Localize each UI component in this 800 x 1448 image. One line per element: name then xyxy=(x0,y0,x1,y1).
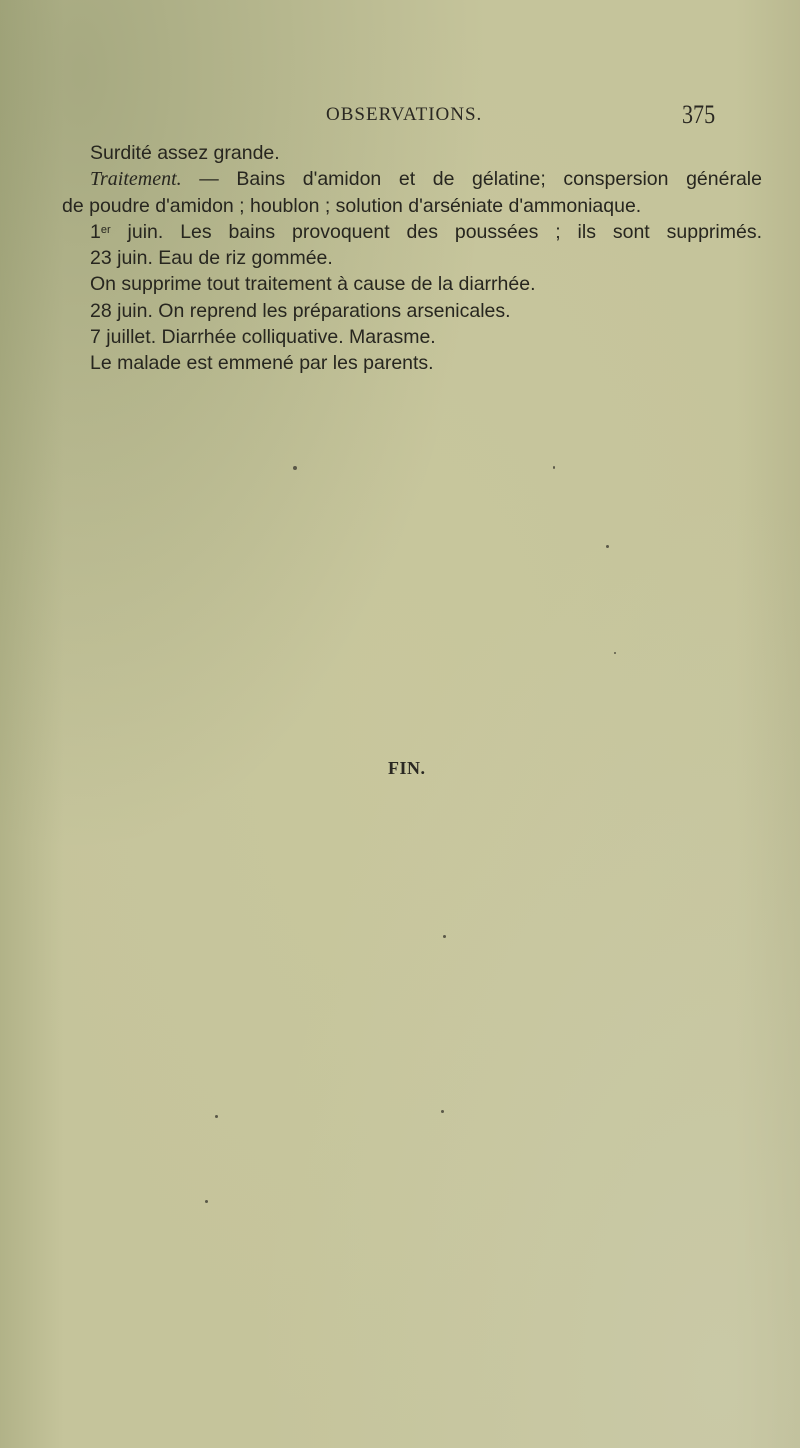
traitement-label: Traitement. xyxy=(90,168,182,191)
paragraph-traitement-line2: de poudre d'amidon ; houblon ; solution d'arséniate d'ammoniaque. xyxy=(62,194,642,217)
date-number: 1 xyxy=(90,220,101,243)
paragraph-surdite: Surdité assez grande. xyxy=(90,142,280,164)
paper-speck xyxy=(606,545,609,548)
paper-speck xyxy=(614,652,616,654)
ordinal-suffix: er xyxy=(100,223,111,236)
paper-speck xyxy=(441,1110,444,1113)
paper-speck xyxy=(215,1115,218,1118)
paper-speck xyxy=(443,935,446,938)
end-mark: FIN. xyxy=(388,758,426,778)
paragraph-supprime: On supprime tout traitement à cause de la diarrhée. xyxy=(90,273,536,296)
paragraph-23-juin: 23 juin. Eau de riz gommée. xyxy=(90,247,333,270)
paper-speck xyxy=(205,1200,208,1203)
body-text xyxy=(62,140,762,377)
date-entry-text: juin. Les bains provoquent des poussées ; ils sont supprimés. xyxy=(110,220,762,243)
page-number: 375 xyxy=(682,100,716,129)
running-head xyxy=(0,100,800,130)
traitement-text: — Bains d'amidon et de gélatine; conspersion générale xyxy=(181,168,762,191)
paragraph-7-juillet: 7 juillet. Diarrhée colliquative. Marasme. xyxy=(90,326,436,349)
paper-speck xyxy=(293,466,297,470)
paragraph-malade: Le malade est emmené par les parents. xyxy=(90,352,434,375)
running-title: OBSERVATIONS. xyxy=(326,104,483,125)
paper-speck xyxy=(553,466,555,469)
paragraph-28-juin: 28 juin. On reprend les préparations arsenicales. xyxy=(90,299,511,322)
paragraph-traitement-line1 xyxy=(62,166,762,192)
paragraph-1er-juin xyxy=(62,219,762,245)
